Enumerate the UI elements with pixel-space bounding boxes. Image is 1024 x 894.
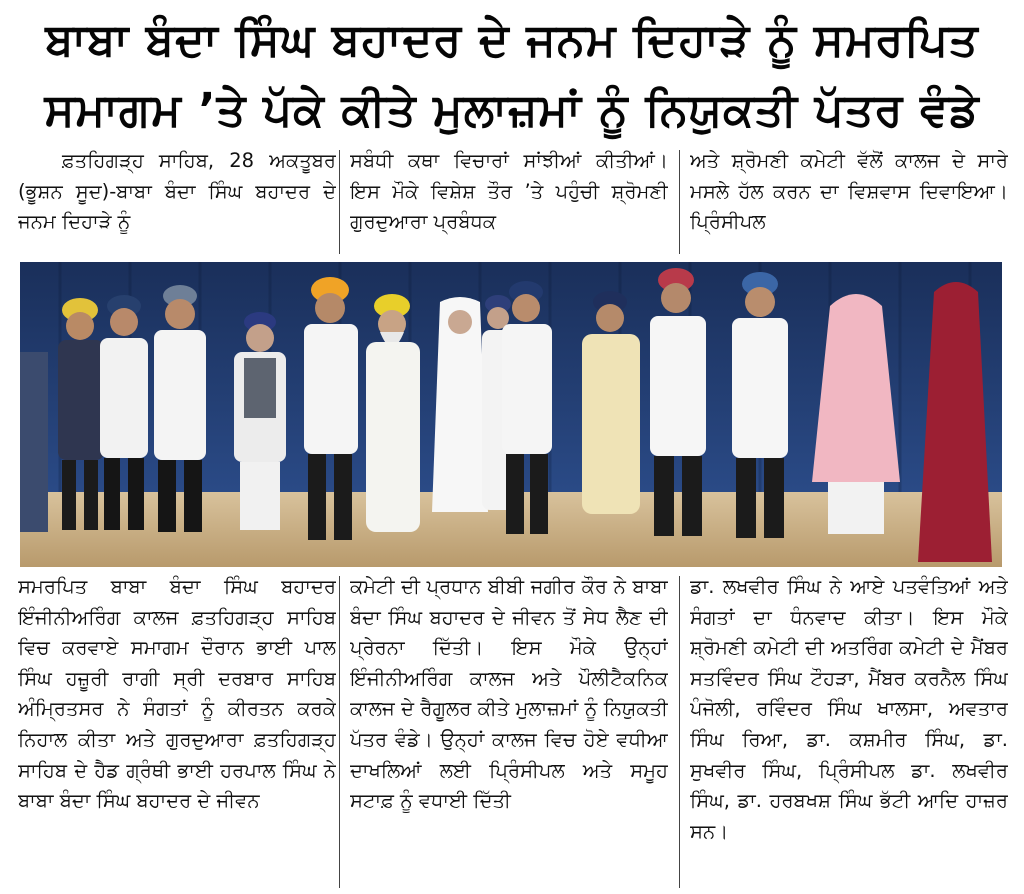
headline-line-1: ਬਾਬਾ ਬੰਦਾ ਸਿੰਘ ਬਹਾਦਰ ਦੇ ਜਨਮ ਦਿਹਾੜੇ ਨੂੰ ਸਮਰਪਿਤ <box>45 13 979 66</box>
article-paragraph: ਡਾ. ਲਖਵੀਰ ਸਿੰਘ ਨੇ ਆਏ ਪਤਵੰਤਿਆਂ ਅਤੇ ਸੰਗਤਾਂ ਦਾ ਧੰਨਵਾਦ ਕੀਤਾ। ਇਸ ਮੌਕੇ ਸ਼੍ਰੋਮਣੀ ਕਮੇਟੀ ਦੀ ਅਤਰਿੰਗ ਕਮੇਟੀ ਦੇ ਮੈਂਬਰ ਸਤਵਿੰਦਰ ਸਿੰਘ ਟੌਹੜਾ, ਮੈਂਬਰ ਕਰਨੈਲ ਸਿੰਘ ਪੰਜੋਲੀ, ਰਵਿੰਦਰ ਸਿੰਘ ਖਾਲਸਾ, ਅਵਤਾਰ ਸਿੰਘ ਰਿਆ, ਡਾ. ਕਸ਼ਮੀਰ ਸਿੰਘ, ਡਾ. ਸੁਖਵੀਰ ਸਿੰਘ, ਪ੍ਰਿੰਸੀਪਲ ਡਾ. ਲਖਵੀਰ ਸਿੰਘ, ਡਾ. ਹਰਬਖਸ਼ ਸਿੰਘ ਭੱਟੀ ਆਦਿ ਹਾਜ਼ਰ ਸਨ। <box>690 575 1008 843</box>
article-column-1-bottom <box>18 572 336 890</box>
article-paragraph: ਸਮਰਪਿਤ ਬਾਬਾ ਬੰਦਾ ਸਿੰਘ ਬਹਾਦਰ ਇੰਜੀਨੀਅਰਿੰਗ ਕਾਲਜ ਫ਼ਤਹਿਗੜ੍ਹ ਸਾਹਿਬ ਵਿਚ ਕਰਵਾਏ ਸਮਾਗਮ ਦੌਰਾਨ ਭਾਈ ਪਾਲ ਸਿੰਘ ਹਜ਼ੂਰੀ ਰਾਗੀ ਸ੍ਰੀ ਦਰਬਾਰ ਸਾਹਿਬ ਅੰਮ੍ਰਿਤਸਰ ਨੇ ਸੰਗਤਾਂ ਨੂੰ ਕੀਰਤਨ ਕਰਕੇ ਨਿਹਾਲ ਕੀਤਾ ਅਤੇ ਗੁਰਦੁਆਰਾ ਫ਼ਤਹਿਗੜ੍ਹ ਸਾਹਿਬ ਦੇ ਹੈਡ ਗ੍ਰੰਥੀ ਭਾਈ ਹਰਪਾਲ ਸਿੰਘ ਨੇ ਬਾਬਾ ਬੰਦਾ ਸਿੰਘ ਬਹਾਦਰ ਦੇ ਜੀਵਨ <box>18 575 336 813</box>
column-divider <box>679 576 680 888</box>
person <box>20 352 48 532</box>
article-column-2-top <box>350 146 668 256</box>
column-divider <box>339 576 340 888</box>
article-paragraph: ਫ਼ਤਹਿਗੜ੍ਹ ਸਾਹਿਬ, 28 ਅਕਤੂਬਰ (ਭੂਸ਼ਨ ਸੂਦ)-ਬਾਬਾ ਬੰਦਾ ਸਿੰਘ ਬਹਾਦਰ ਦੇ ਜਨਮ ਦਿਹਾੜੇ ਨੂੰ <box>18 149 336 234</box>
article-paragraph: ਅਤੇ ਸ਼੍ਰੋਮਣੀ ਕਮੇਟੀ ਵੱਲੋਂ ਕਾਲਜ ਦੇ ਸਾਰੇ ਮਸਲੇ ਹੱਲ ਕਰਨ ਦਾ ਵਿਸ਼ਵਾਸ ਦਿਵਾਇਆ। ਪ੍ਰਿੰਸੀਪਲ <box>690 149 1008 234</box>
person <box>432 297 488 512</box>
article-column-3-top <box>690 146 1008 256</box>
article-column-1-top <box>18 146 336 256</box>
article-column-2-bottom <box>350 572 668 890</box>
event-photo <box>20 262 1002 567</box>
column-divider <box>339 150 340 254</box>
photo-illustration <box>20 262 1002 567</box>
article-paragraph: ਕਮੇਟੀ ਦੀ ਪ੍ਰਧਾਨ ਬੀਬੀ ਜਗੀਰ ਕੌਰ ਨੇ ਬਾਬਾ ਬੰਦਾ ਸਿੰਘ ਬਹਾਦਰ ਦੇ ਜੀਵਨ ਤੋਂ ਸੇਧ ਲੈਣ ਦੀ ਪ੍ਰੇਰਨਾ ਦਿੱਤੀ। ਇਸ ਮੌਕੇ ਉਨ੍ਹਾਂ ਇੰਜੀਨੀਅਰਿੰਗ ਕਾਲਜ ਅਤੇ ਪੌਲੀਟੈਕਨਿਕ ਕਾਲਜ ਦੇ ਰੈਗੂਲਰ ਕੀਤੇ ਮੁਲਾਜ਼ਮਾਂ ਨੂੰ ਨਿਯੁਕਤੀ ਪੱਤਰ ਵੰਡੇ। ਉਨ੍ਹਾਂ ਕਾਲਜ ਵਿਚ ਹੋਏ ਵਧੀਆ ਦਾਖਲਿਆਂ ਲਈ ਪ੍ਰਿੰਸੀਪਲ ਅਤੇ ਸਮੂਹ ਸਟਾਫ਼ ਨੂੰ ਵਧਾਈ ਦਿੱਤੀ <box>350 575 668 813</box>
article-paragraph: ਸਬੰਧੀ ਕਥਾ ਵਿਚਾਰਾਂ ਸਾਂਝੀਆਂ ਕੀਤੀਆਂ। ਇਸ ਮੌਕੇ ਵਿਸ਼ੇਸ਼ ਤੌਰ ’ਤੇ ਪਹੁੰਚੀ ਸ਼੍ਰੋਮਣੀ ਗੁਰਦੁਆਰਾ ਪ੍ਰਬੰਧਕ <box>350 149 668 234</box>
article-column-3-bottom <box>690 572 1008 890</box>
headline-line-2: ਸਮਾਗਮ ’ਤੇ ਪੱਕੇ ਕੀਤੇ ਮੁਲਾਜ਼ਮਾਂ ਨੂੰ ਨਿਯੁਕਤੀ ਪੱਤਰ ਵੰਡੇ <box>44 83 980 136</box>
column-divider <box>679 150 680 254</box>
